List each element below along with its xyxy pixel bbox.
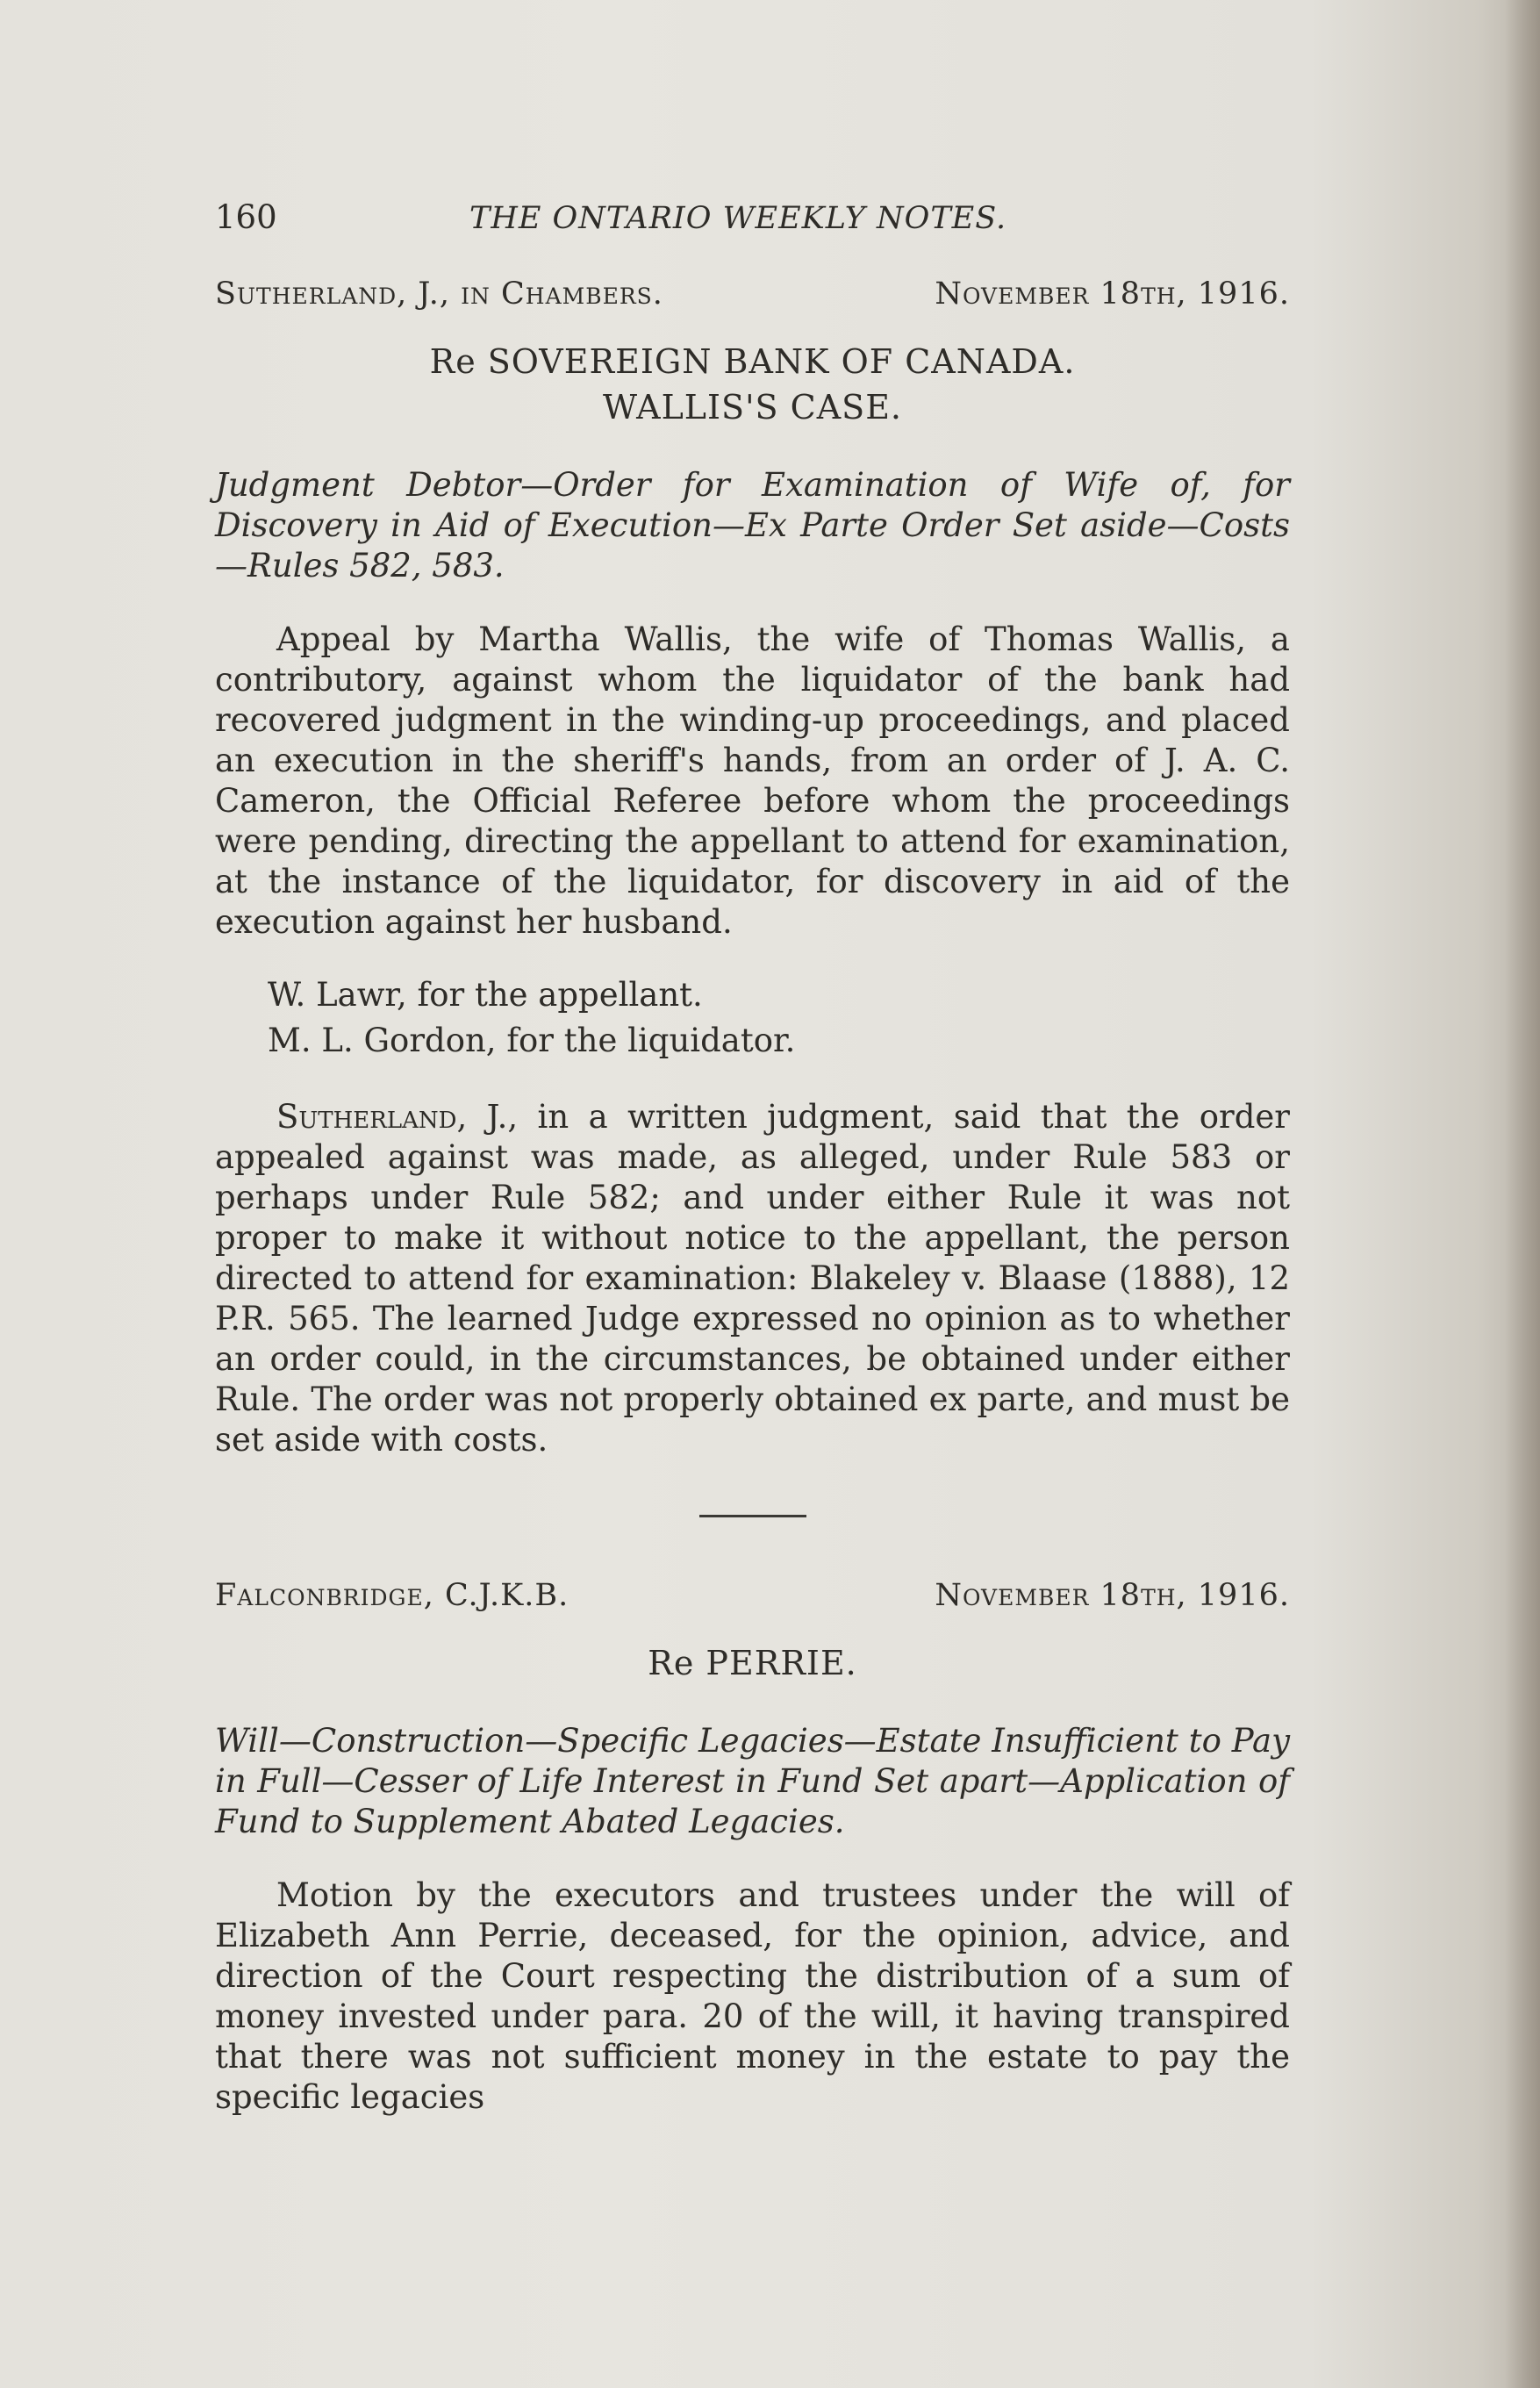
case2-date: November 18th, 1916. [935,1578,1290,1613]
case2-headnote: Will—Construction—Specific Legacies—Estate Insufficient to Pay in Full—Cesser of Life Interest in Fund Set apart—Application of Fund to Supplement Abated Legacies. [215,1722,1290,1840]
judgment-judge-name: Sutherland, J., [276,1098,519,1136]
case1-headnote: Judgment Debtor—Order for Examination of Wife of, for Discovery in Aid of Execution—Ex Parte Order Set aside—Costs —Rules 582, 583. [215,466,1290,584]
case1-appeal-paragraph: Appeal by Martha Wallis, the wife of Thomas Wallis, a contributory, against whom the liquidator of the bank had recovered judgment in the winding-up proceedings, and placed an execution in the sheriff's hands, from an order of J. A. C. Cameron, the Official Referee before whom the proceedings were pending, directing the appellant to attend for examination, at the instance of the liquidator, for discovery in aid of the execution against her husband. [215,620,1290,941]
section-divider [699,1515,806,1517]
judgment-text: in a written judgment, said that the order appealed against was made, as alleged, under Rule 583 or perhaps under Rule 582; and under either Rule it was not proper to make it without notice to the appellant, the person directed to attend for examination: Blakeley v. Blaase (1888), 12 P.R. 565. The learned Judge expressed no opinion as to whether an order could, in the circumstances, be obtained under either Rule. The order was not properly obtained ex parte, and must be set aside with costs. [215,1098,1290,1459]
case1-title-line2: WALLIS'S CASE. [602,388,903,427]
case1-court-line [215,274,1290,314]
case1-judgment-paragraph [215,1097,1290,1460]
case2-court: Falconbridge, C.J.K.B. [215,1578,569,1613]
case1-title-line1: Re SOVEREIGN BANK OF CANADA. [429,342,1076,381]
page-number: 160 [215,198,277,236]
book-spine-shadow [1505,0,1540,2388]
page-text [215,197,1290,2148]
case2-title: Re PERRIE. [648,1644,857,1682]
case1-court: Sutherland, J., in Chambers. [215,276,663,312]
counsel-appellant: W. Lawr, for the appellant. [268,976,703,1014]
running-title: THE ONTARIO WEEKLY NOTES. [469,201,1007,236]
case2-motion-paragraph: Motion by the executors and trustees under the will of Elizabeth Ann Perrie, deceased, for the opinion, advice, and direction of the Court respecting the distribution of a sum of money invested under para. 20 of the will, it having transpired that there was not sufficient money in the estate to pay the specific legacies [215,1876,1290,2116]
counsel-liquidator: M. L. Gordon, for the liquidator. [268,1022,796,1059]
case1-date: November 18th, 1916. [935,276,1290,312]
case2-court-line [215,1575,1290,1616]
case1-counsel [215,972,1290,1064]
page-header [215,197,1290,239]
